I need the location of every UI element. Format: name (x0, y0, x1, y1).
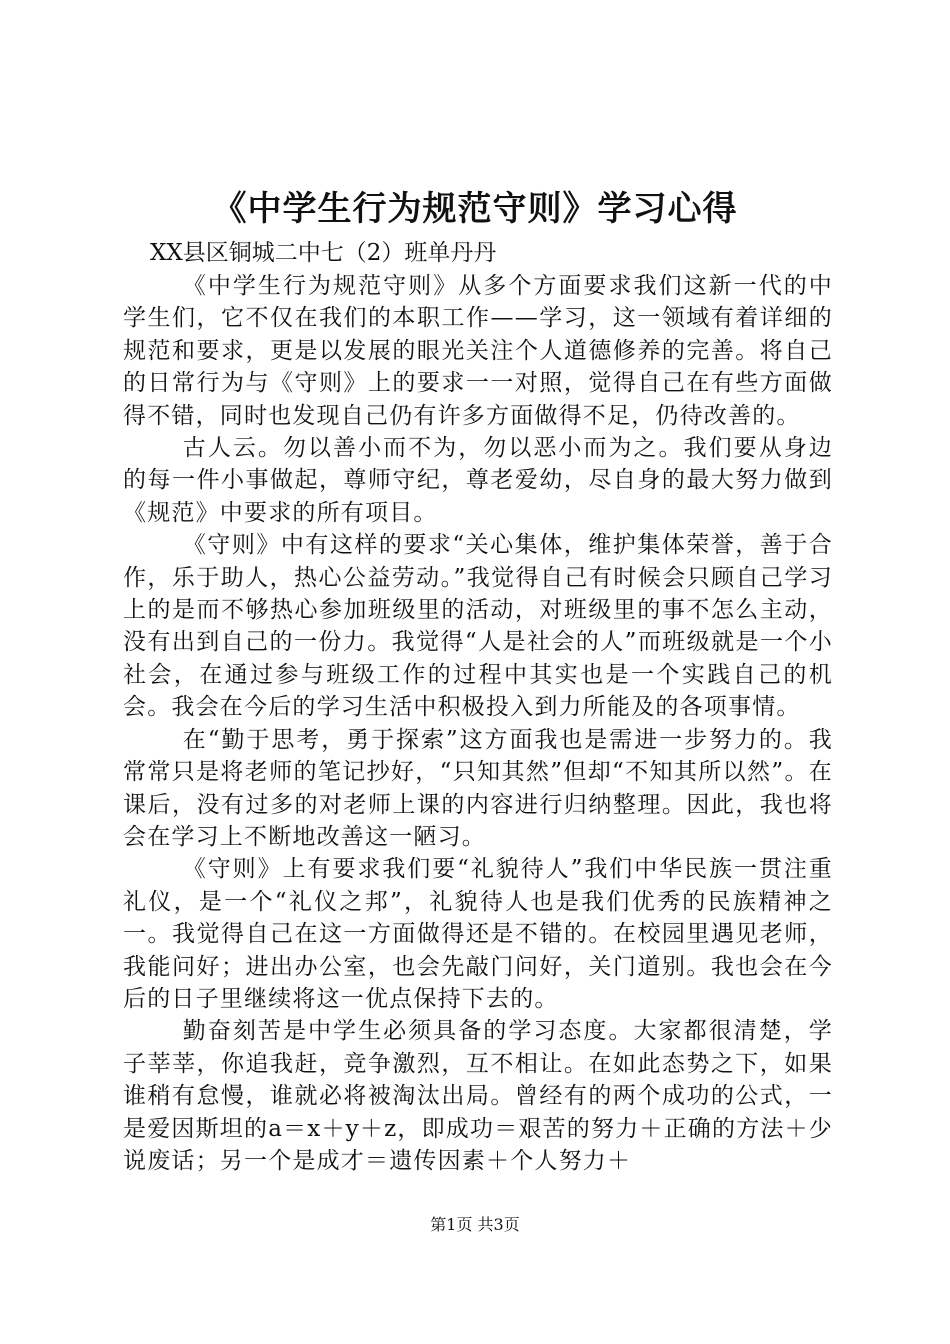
document-title: 《中学生行为规范守则》学习心得 (212, 189, 738, 229)
paragraph-4: 在“勤于思考，勇于探索”这方面我也是需进一步努力的。我常常只是将老师的笔记抄好，“只知其然”但却“不知其所以然”。在课后，没有过多的对老师上课的内容进行归纳整理。因此，我也将会在学习上不断地改善这一陋习。 (123, 726, 833, 850)
page-number-footer: 第1页 共3页 (430, 1215, 520, 1234)
paragraph-1: 《中学生行为规范守则》从多个方面要求我们这新一代的中学生们，它不仅在我们的本职工作——学习，这一领域有着详细的规范和要求，更是以发展的眼光关注个人道德修养的完善。将自己的日常行为与《守则》上的要求一一对照，觉得自己在有些方面做得不错，同时也发现自己仍有许多方面做得不足，仍待改善的。 (123, 273, 833, 429)
paragraph-3: 《守则》中有这样的要求“关心集体，维护集体荣誉，善于合作，乐于助人，热心公益劳动。”我觉得自己有时候会只顾自己学习上的是而不够热心参加班级里的活动，对班级里的事不怎么主动，没有出到自己的一份力。我觉得“人是社会的人”而班级就是一个小社会，在通过参与班级工作的过程中其实也是一个实践自己的机会。我会在今后的学习生活中积极投入到力所能及的各项事情。 (123, 532, 833, 721)
paragraph-6: 勤奋刻苦是中学生必须具备的学习态度。大家都很清楚，学子莘莘，你追我赶，竞争激烈，互不相让。在如此态势之下，如果谁稍有怠慢，谁就必将被淘汰出局。曾经有的两个成功的公式，一是爱因斯坦的a＝x＋y＋z，即成功＝艰苦的努力＋正确的方法＋少说废话；另一个是成才＝遗传因素＋个人努力＋ (123, 1018, 833, 1174)
paragraph-2: 古人云。勿以善小而不为，勿以恶小而为之。我们要从身边的每一件小事做起，尊师守纪，尊老爱幼，尽自身的最大努力做到《规范》中要求的所有项目。 (123, 435, 833, 526)
document-body (123, 270, 833, 1177)
paragraph-5: 《守则》上有要求我们要“礼貌待人”我们中华民族一贯注重礼仪，是一个“礼仪之邦”，礼貌待人也是我们优秀的民族精神之一。我觉得自己在这一方面做得还是不错的。在校园里遇见老师，我能问好；进出办公室，也会先敲门问好，关门道别。我也会在今后的日子里继续将这一优点保持下去的。 (123, 856, 833, 1012)
author-line: XX县区铜城二中七（2）班单丹丹 (150, 240, 497, 266)
